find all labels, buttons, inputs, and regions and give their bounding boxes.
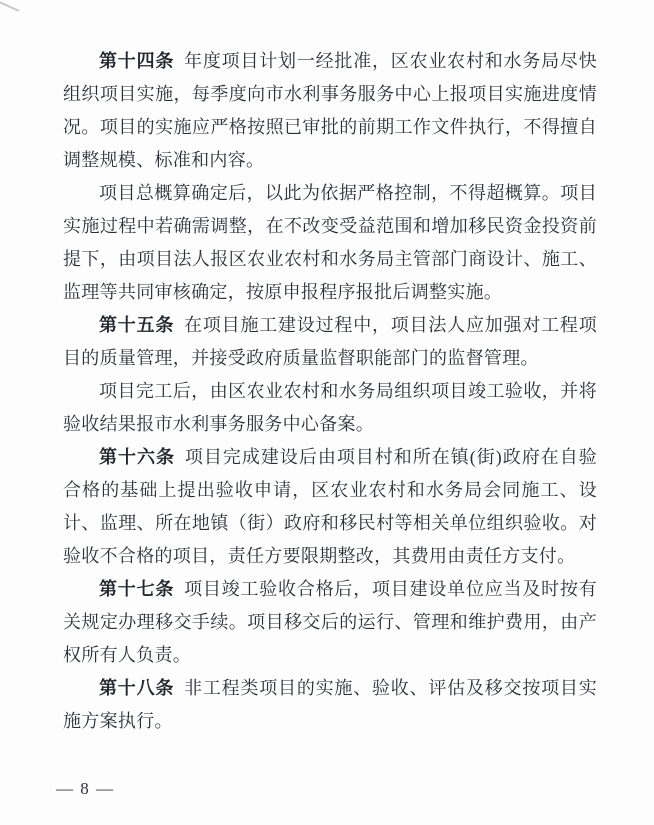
article-17-text: 项目竣工验收合格后，项目建设单位应当及时按有关规定办理移交手续。项目移交后的运行、管理和维护费用，由产权所有人负责。 <box>63 579 597 665</box>
article-16-text: 项目完成建设后由项目村和所在镇(街)政府在自验合格的基础上提出验收申请，区农业农村和水务局会同施工、设计、监理、所在地镇（街）政府和移民村等相关单位组织验收。对验收不合格的项目，责任方要限期整改，其费用由责任方支付。 <box>63 447 598 566</box>
article-17-heading: 第十七条 <box>99 579 175 599</box>
article-14-heading: 第十四条 <box>99 51 175 71</box>
article-15-heading: 第十五条 <box>99 315 175 335</box>
paragraph-completion-acceptance <box>63 375 597 441</box>
article-18-heading: 第十八条 <box>99 678 175 698</box>
article-18-text: 非工程类项目的实施、验收、评估及移交按项目实施方案执行。 <box>63 678 597 731</box>
paragraph-article-16 <box>63 441 597 573</box>
page-number: — 8 — <box>56 779 115 798</box>
article-16-heading: 第十六条 <box>99 447 175 467</box>
paragraph-article-17 <box>63 573 597 672</box>
paragraph-article-15 <box>63 309 597 375</box>
completion-acceptance-text: 项目完工后，由区农业农村和水务局组织项目竣工验收，并将验收结果报市水利事务服务中心备案。 <box>63 381 597 434</box>
paragraph-article-14 <box>63 45 597 177</box>
article-15-text: 在项目施工建设过程中，项目法人应加强对工程项目的质量管理，并接受政府质量监督职能部门的监督管理。 <box>63 315 597 368</box>
paragraph-article-18 <box>63 672 597 738</box>
document-content <box>63 45 597 738</box>
scan-artifact-mark <box>0 0 19 12</box>
paragraph-budget-control <box>63 177 597 309</box>
article-14-text: 年度项目计划一经批准，区农业农村和水务局尽快组织项目实施，每季度向市水利事务服务中心上报项目实施进度情况。项目的实施应严格按照已审批的前期工作文件执行，不得擅自调整规模、标准和内容。 <box>63 51 597 170</box>
budget-control-text: 项目总概算确定后，以此为依据严格控制，不得超概算。项目实施过程中若确需调整，在不改变受益范围和增加移民资金投资前提下，由项目法人报区农业农村和水务局主管部门商设计、施工、监理等共同审核确定，按原申报程序报批后调整实施。 <box>63 183 597 302</box>
